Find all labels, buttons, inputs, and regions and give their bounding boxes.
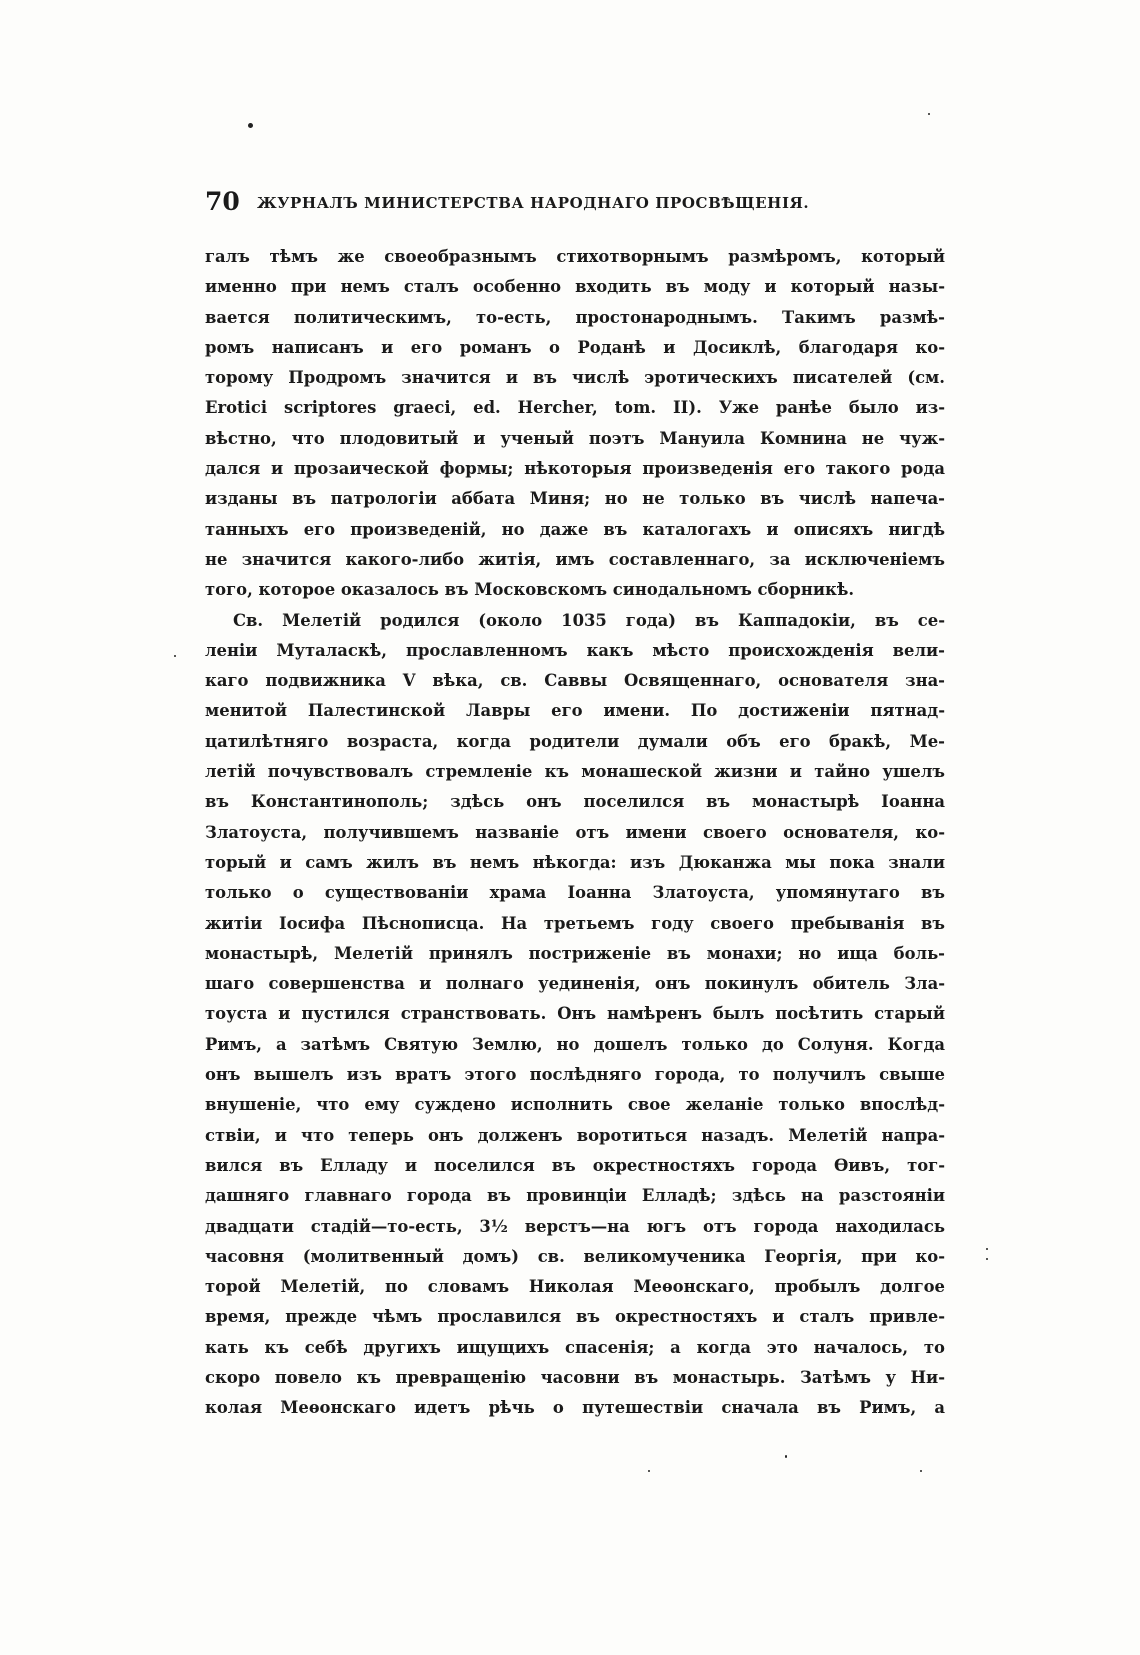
text-line: ствіи, и что теперь онъ долженъ воротиться назадъ. Мелетій напра- bbox=[205, 1125, 945, 1145]
text-line: скоро повело къ превращенію часовни въ монастырь. Затѣмъ у Ни- bbox=[205, 1367, 945, 1387]
text-line: торому Продромъ значится и въ числѣ эротическихъ писателей (см. bbox=[205, 368, 945, 388]
text-line: шаго совершенства и полнаго уединенія, онъ покинулъ обитель Зла- bbox=[205, 974, 945, 994]
text-line: менитой Палестинской Лавры его имени. По достиженіи пятнад- bbox=[205, 701, 945, 721]
text-line: житіи Іосифа Пѣснописца. На третьемъ году своего пребыванія въ bbox=[205, 913, 945, 933]
text-line: время, прежде чѣмъ прославился въ окрестностяхъ и сталъ привле- bbox=[205, 1307, 945, 1327]
text-line: Римъ, а затѣмъ Святую Землю, но дошелъ только до Солуня. Когда bbox=[205, 1034, 945, 1054]
text-line: въ Константинополь; здѣсь онъ поселился въ монастырѣ Іоанна bbox=[205, 792, 945, 812]
text-line: часовня (молитвенный домъ) св. великомученика Георгія, при ко- bbox=[205, 1246, 945, 1266]
text-line: цатилѣтняго возраста, когда родители думали объ его бракѣ, Ме- bbox=[205, 731, 945, 751]
text-line: того, которое оказалось въ Московскомъ синодальномъ сборникѣ. bbox=[205, 580, 855, 600]
text-line: леніи Муталаскѣ, прославленномъ какъ мѣсто происхожденія вели- bbox=[205, 640, 945, 660]
text-line: Erotici scriptores graeci, ed. Hercher, tom. II). Уже ранѣе было из- bbox=[205, 398, 945, 418]
text-line: двадцати стадій—то-есть, 3½ верстъ—на югъ отъ города находилась bbox=[205, 1216, 945, 1236]
scan-speck bbox=[986, 1258, 988, 1260]
text-line: галъ тѣмъ же своеобразнымъ стихотворнымъ размѣромъ, который bbox=[205, 247, 945, 266]
scan-speck bbox=[648, 1470, 650, 1472]
text-line: каго подвижника V вѣка, св. Саввы Освященнаго, основателя зна- bbox=[205, 671, 945, 691]
text-line: не значится какого-либо житія, имъ составленнаго, за исключеніемъ bbox=[205, 549, 945, 569]
text-line: именно при немъ сталъ особенно входить въ моду и который назы- bbox=[205, 277, 945, 297]
text-line: летій почувствовалъ стремленіе къ монашеской жизни и тайно ушелъ bbox=[205, 762, 945, 782]
text-line: вается политическимъ, то-есть, простонароднымъ. Такимъ размѣ- bbox=[205, 307, 945, 327]
running-title: ЖУРНАЛЪ МИНИСТЕРСТВА НАРОДНАГО ПРОСВѢЩЕНІЯ. bbox=[257, 194, 810, 212]
text-line: танныхъ его произведеній, но даже въ каталогахъ и описяхъ нигдѣ bbox=[205, 519, 945, 539]
scan-speck bbox=[785, 1455, 787, 1458]
text-line: колая Меѳонскаго идетъ рѣчь о путешествіи сначала въ Римъ, а bbox=[205, 1398, 945, 1418]
page-number: 70 bbox=[205, 187, 240, 216]
scan-speck bbox=[920, 1470, 922, 1472]
scan-speck bbox=[986, 1248, 988, 1250]
text-line: Златоуста, получившемъ названіе отъ имени своего основателя, ко- bbox=[205, 822, 945, 842]
text-line: торый и самъ жилъ въ немъ нѣкогда: изъ Дюканжа мы пока знали bbox=[205, 852, 945, 872]
body-text bbox=[205, 242, 945, 1424]
scan-speck bbox=[928, 113, 930, 115]
text-line: дался и прозаической формы; нѣкоторыя произведенія его такого рода bbox=[205, 459, 945, 479]
text-line: вѣстно, что плодовитый и ученый поэтъ Мануила Комнина не чуж- bbox=[205, 428, 945, 448]
text-line: внушеніе, что ему суждено исполнить свое желаніе только впослѣд- bbox=[205, 1095, 945, 1115]
scan-speck bbox=[174, 655, 176, 657]
text-line: ромъ написанъ и его романъ о Роданѣ и Досиклѣ, благодаря ко- bbox=[205, 337, 945, 357]
text-line: изданы въ патрологіи аббата Миня; но не только въ числѣ напеча- bbox=[205, 489, 945, 509]
page-header bbox=[205, 182, 945, 222]
text-line: кать къ себѣ другихъ ищущихъ спасенія; а когда это началось, то bbox=[205, 1337, 945, 1357]
text-line: онъ вышелъ изъ вратъ этого послѣдняго города, то получилъ свыше bbox=[205, 1065, 945, 1085]
text-line: монастырѣ, Мелетій принялъ постриженіе въ монахи; но ища боль- bbox=[205, 943, 945, 963]
text-line: торой Мелетій, по словамъ Николая Меѳонскаго, пробылъ долгое bbox=[205, 1277, 945, 1297]
text-line: тоуста и пустился странствовать. Онъ намѣренъ былъ посѣтить старый bbox=[205, 1004, 945, 1024]
text-line: Св. Мелетій родился (около 1035 года) въ Каппадокіи, въ се- bbox=[233, 610, 945, 630]
text-line: вился въ Елладу и поселился въ окрестностяхъ города Ѳивъ, тог- bbox=[205, 1155, 945, 1175]
text-line: только о существованіи храма Іоанна Златоуста, упомянутаго въ bbox=[205, 883, 945, 903]
scan-speck bbox=[248, 123, 253, 128]
text-line: дашняго главнаго города въ провинціи Елладѣ; здѣсь на разстояніи bbox=[205, 1186, 945, 1206]
